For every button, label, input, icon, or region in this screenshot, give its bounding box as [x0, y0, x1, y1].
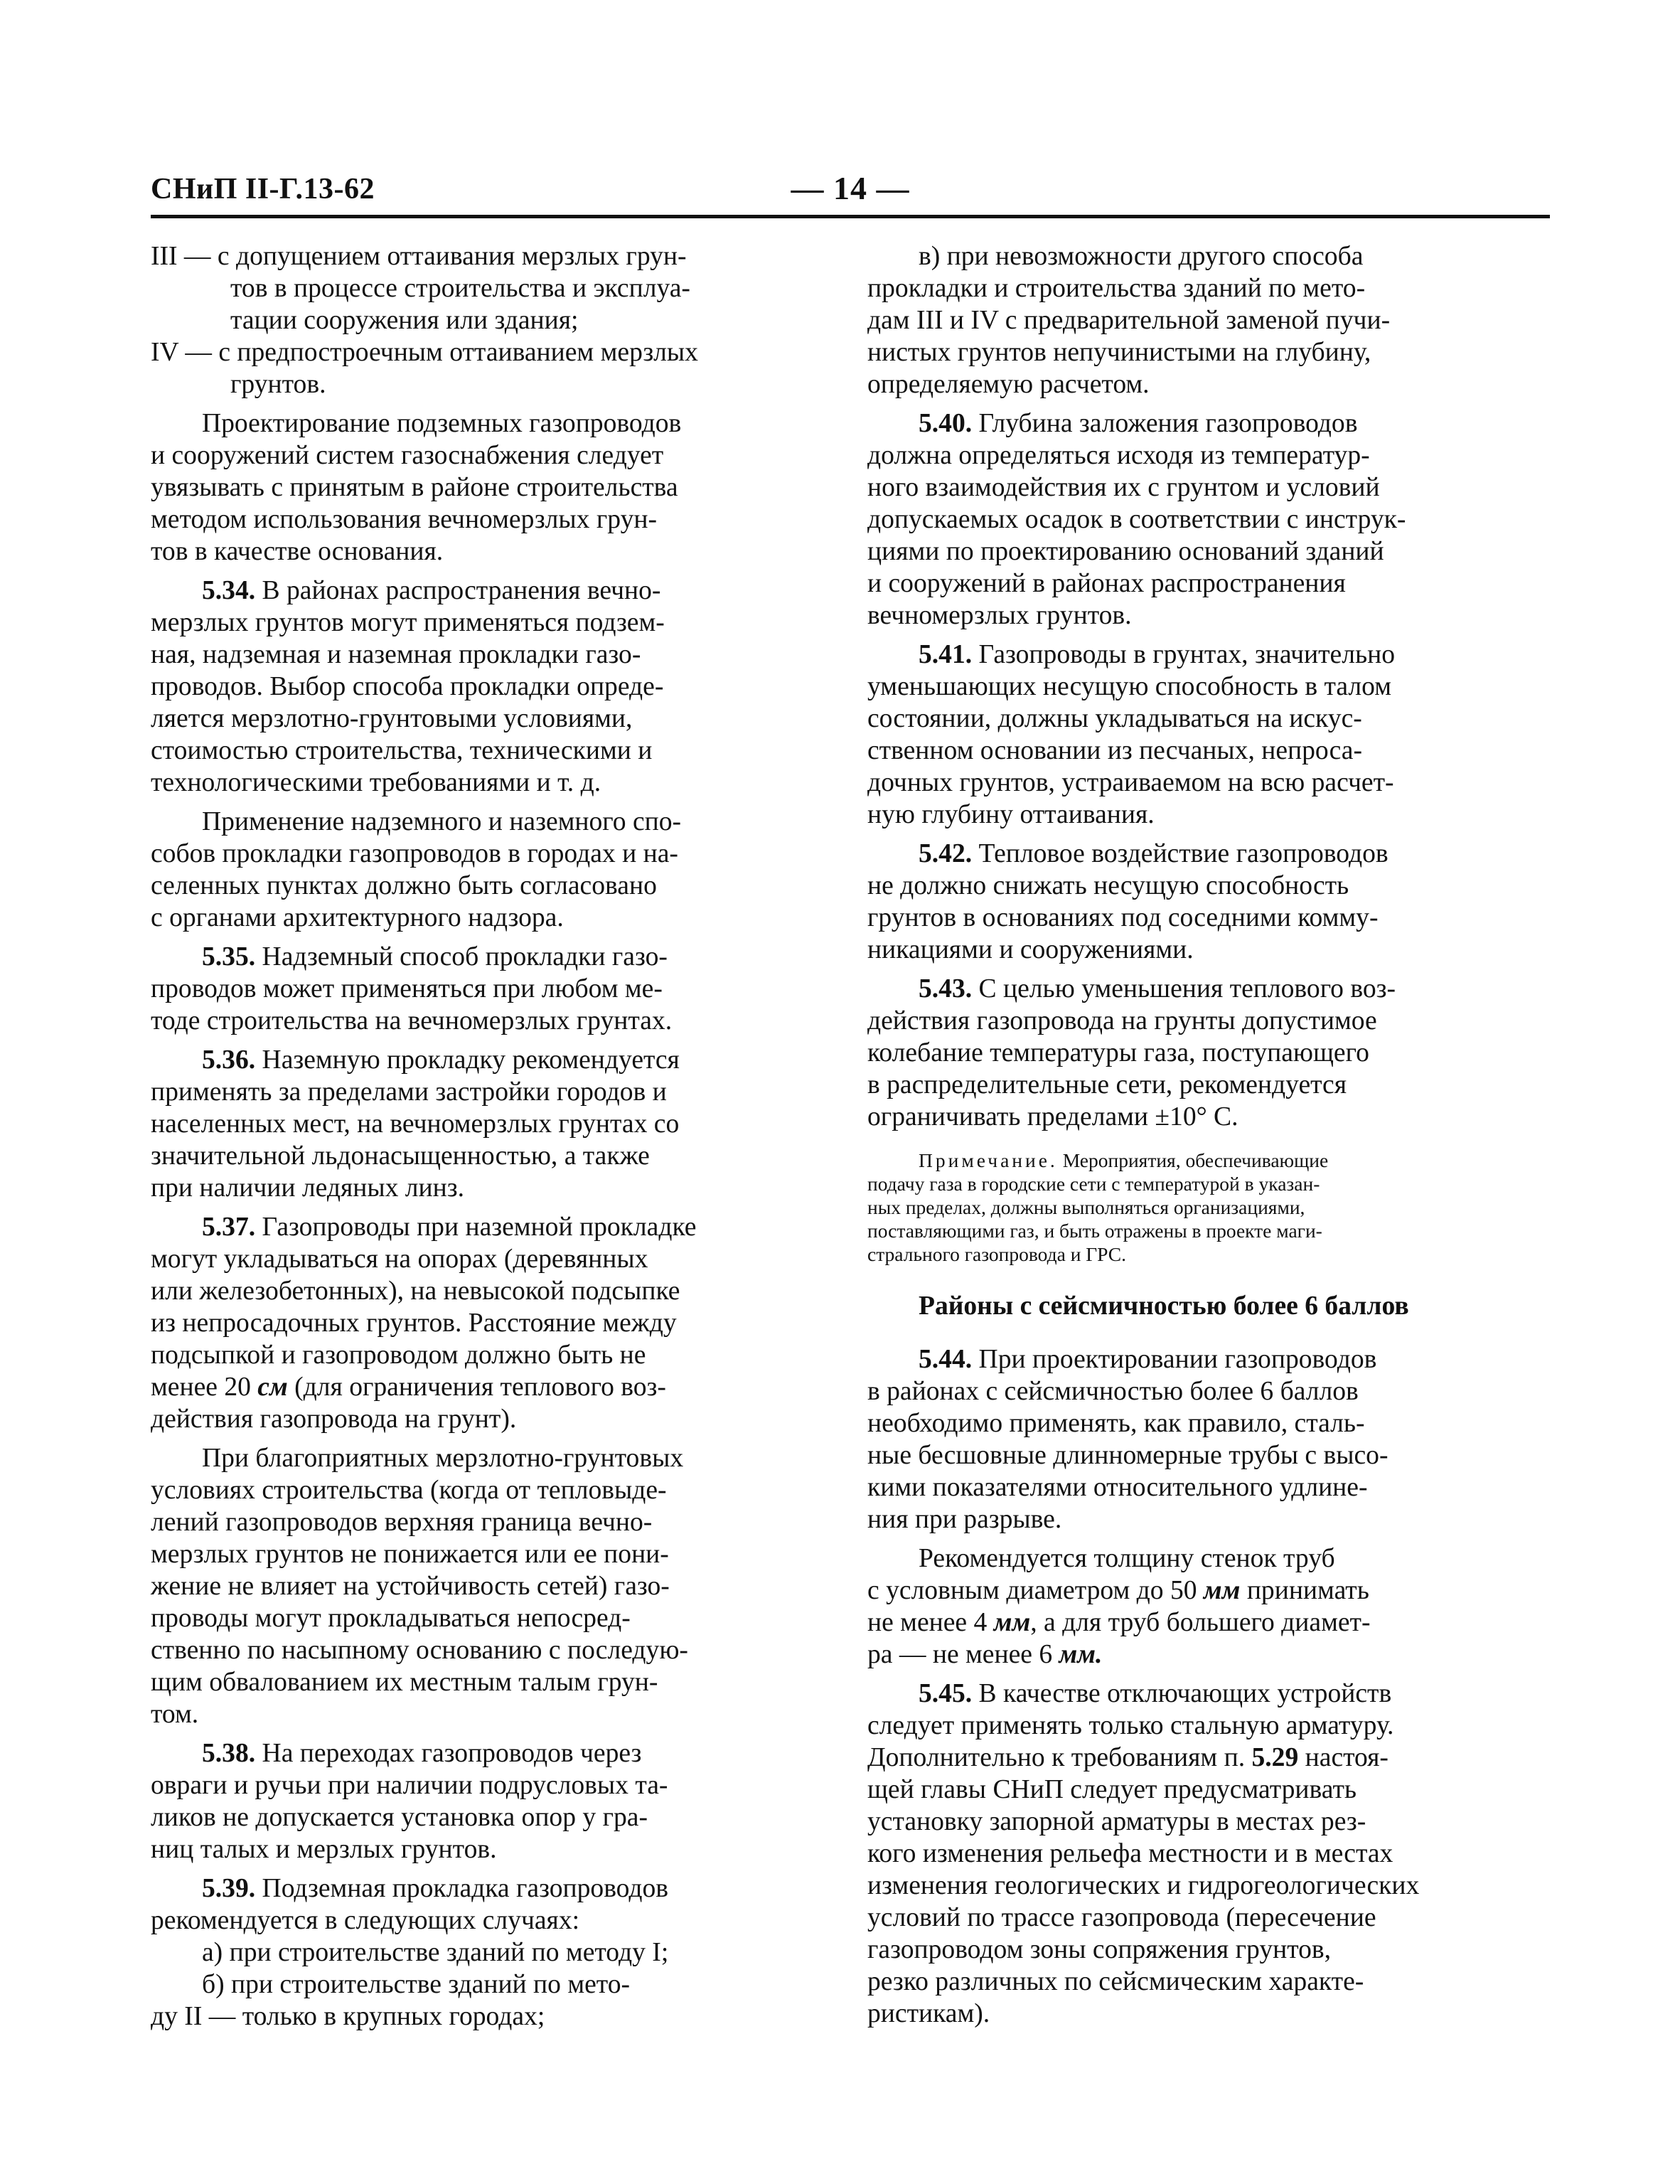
note-label: Примечание. [919, 1149, 1058, 1171]
list-item-v: в) при невозможности другого способа прокладки и строительства зданий по мето- дам III и IV с предварительной заменой пучи- нистых грунтов непучинистыми на глубину, определяемую расчетом. [867, 242, 1391, 399]
clause-number: 5.34. [202, 576, 256, 605]
paragraph-recommend [867, 1543, 1550, 1671]
clause-text: В качестве отключающих устройств следует применять только стальную арматуру. Дополнительно к требованиям п. [867, 1679, 1394, 1772]
note-text: Мероприятия, обеспечивающие подачу газа в городские сети с температурой в указан- ных пределах, должны выполняться организациями, поставляющими газ, и быть отражены в проекте маги- стрального газопровода и ГРС. [867, 1149, 1329, 1265]
clause-5-38 [151, 1737, 833, 1865]
clause-5-44 [867, 1343, 1550, 1535]
clause-text: Надземный способ прокладки газо- проводов может применяться при любом ме- тоде строительства на вечномерзлых грунтах. [151, 942, 673, 1035]
clause-number: 5.44. [919, 1345, 973, 1374]
page-number: — 14 — [791, 170, 910, 206]
list-item-iii: III — с допущением оттаивания мерзлых грун- тов в процессе строительства и эксплуа- тации сооружения или здания; [151, 242, 690, 335]
recommend-text-cont: принимать не менее 4 [867, 1576, 1369, 1637]
paragraph-design: Проектирование подземных газопроводов и сооружений систем газоснабжения следует увязывать с принятым в районе строительства методом использования вечномерзлых грун- тов в качестве основания. [151, 409, 682, 566]
clause-number: 5.35. [202, 942, 256, 971]
clause-5-35 [151, 941, 833, 1037]
clause-5-34 [151, 575, 833, 799]
unit-cm: см [257, 1373, 288, 1402]
recommend-text-cont: , а для труб большего диамет- ра — не менее 6 [867, 1608, 1371, 1669]
clause-number: 5.42. [919, 839, 973, 868]
clause-number: 5.38. [202, 1739, 256, 1768]
clause-5-37 [151, 1211, 833, 1435]
page-header [151, 165, 1550, 215]
paragraph-apply: Применение надземного и наземного спо- собов прокладки газопроводов в городах и на- селенных пунктах должно быть согласовано с органами архитектурного надзора. [151, 807, 682, 932]
clause-text: С целью уменьшения теплового воз- действия газопровода на грунты допустимое колебание температуры газа, поступающего в распределительные сети, рекомендуется ограничивать пределами ±10° С. [867, 974, 1396, 1131]
clause-5-40 [867, 407, 1550, 632]
clause-number: 5.43. [919, 974, 973, 1003]
clause-text: Глубина заложения газопроводов должна определяться исходя из температур- ного взаимодействия их с грунтом и условий допускаемых осадок в соответствии с инструк- циями по проектированию оснований зданий и сооружений в районах распространения вечномерзлых грунтов. [867, 409, 1406, 630]
clause-text: Наземную прокладку рекомендуется применять за пределами застройки городов и населенных мест, на вечномерзлых грунтах со значительной льдонасыщенностью, а также при наличии ледяных линз. [151, 1045, 680, 1203]
clause-text: Тепловое воздействие газопроводов не должно снижать несущую способность грунтов в основаниях под соседними комму- никациями и сооружениями. [867, 839, 1389, 964]
section-heading: Районы с сейсмичностью более 6 баллов [919, 1291, 1409, 1321]
right-column [867, 240, 1550, 2037]
clause-text: В районах распространения вечно- мерзлых грунтов могут применяться подзем- ная, надземная и наземная прокладки газо- проводов. Выбор способа прокладки опреде- ляется мерзлотно-грунтовыми условиями, стоимостью строительства, техническими и технологическими требованиями и т. д. [151, 576, 665, 797]
clause-text: Подземная прокладка газопроводов рекомендуется в следующих случаях: [151, 1874, 669, 1935]
clause-5-45 [867, 1678, 1550, 2030]
clause-number: 5.39. [202, 1874, 256, 1903]
list-item-iv: IV — с предпостроечным оттаиванием мерзлых грунтов. [151, 338, 698, 399]
left-column [151, 240, 833, 2033]
clause-text-cont: настоя- щей главы СНиП следует предусматривать установку запорной арматуры в местах рез- кого изменения рельефа местности и в местах изменения геологических и гидрогеологических условий по трассе газопровода (пересечение газопроводом зоны сопряжения грунтов, резко различных по сейсмическим характе- ристикам). [867, 1743, 1420, 2028]
clause-5-43 [867, 973, 1550, 1133]
unit-mm: мм. [1059, 1640, 1103, 1669]
clause-5-39 [151, 1873, 833, 1937]
unit-mm: мм [993, 1608, 1031, 1637]
recommend-text: Рекомендуется толщину стенок труб с условным диаметром до 50 [867, 1544, 1335, 1605]
clause-text: Газопроводы при наземной прокладке могут укладываться на опорах (деревянных или железобетонных), на невысокой подсыпке из непросадочных грунтов. Расстояние между подсыпкой и газопроводом должно быть не менее 20 [151, 1213, 697, 1402]
clause-reference: 5.29 [1251, 1743, 1299, 1772]
clause-text: Газопроводы в грунтах, значительно уменьшающих несущую способность в талом состоянии, должны укладываться на искус- ственном основании из песчаных, непроса- дочных грунтов, устраиваемом на всю расчет- ную глубину оттаивания. [867, 640, 1395, 829]
clause-number: 5.37. [202, 1213, 256, 1242]
clause-5-36 [151, 1044, 833, 1204]
clause-5-41 [867, 639, 1550, 831]
clause-text: При проектировании газопроводов в районах с сейсмичностью более 6 баллов необходимо применять, как правило, сталь- ные бесшовные длинномерные трубы с высо- кими показателями относительного удлине- ния при разрыве. [867, 1345, 1389, 1534]
clause-number: 5.40. [919, 409, 973, 438]
clause-text-cont: (для ограничения теплового воз- действия газопровода на грунт). [151, 1373, 666, 1434]
note [867, 1149, 1550, 1266]
header-rule [151, 215, 1550, 218]
paragraph-favorable: При благоприятных мерзлотно-грунтовых условиях строительства (когда от тепловыде- лений газопроводов верхняя граница вечно- мерзлых грунтов не понижается или ее пони- жение не влияет на устойчивость сетей) газо- проводы могут прокладываться непосред- ственно по насыпному основанию с последую- щим обвалованием их местным талым грун- том. [151, 1444, 688, 1729]
list-item-a: а) при строительстве зданий по методу I; [202, 1938, 669, 1967]
clause-number: 5.41. [919, 640, 973, 669]
clause-text: На переходах газопроводов через овраги и ручьи при наличии подрусловых та- ликов не допускается установка опор у гра- ниц талых и мерзлых грунтов. [151, 1739, 668, 1864]
document-code: СНиП II-Г.13-62 [151, 173, 375, 206]
list-item-b: б) при строительстве зданий по мето- ду II — только в крупных городах; [151, 1970, 631, 2031]
clause-5-42 [867, 838, 1550, 966]
clause-number: 5.45. [919, 1679, 973, 1708]
unit-mm: мм [1203, 1576, 1241, 1605]
clause-number: 5.36. [202, 1045, 256, 1075]
